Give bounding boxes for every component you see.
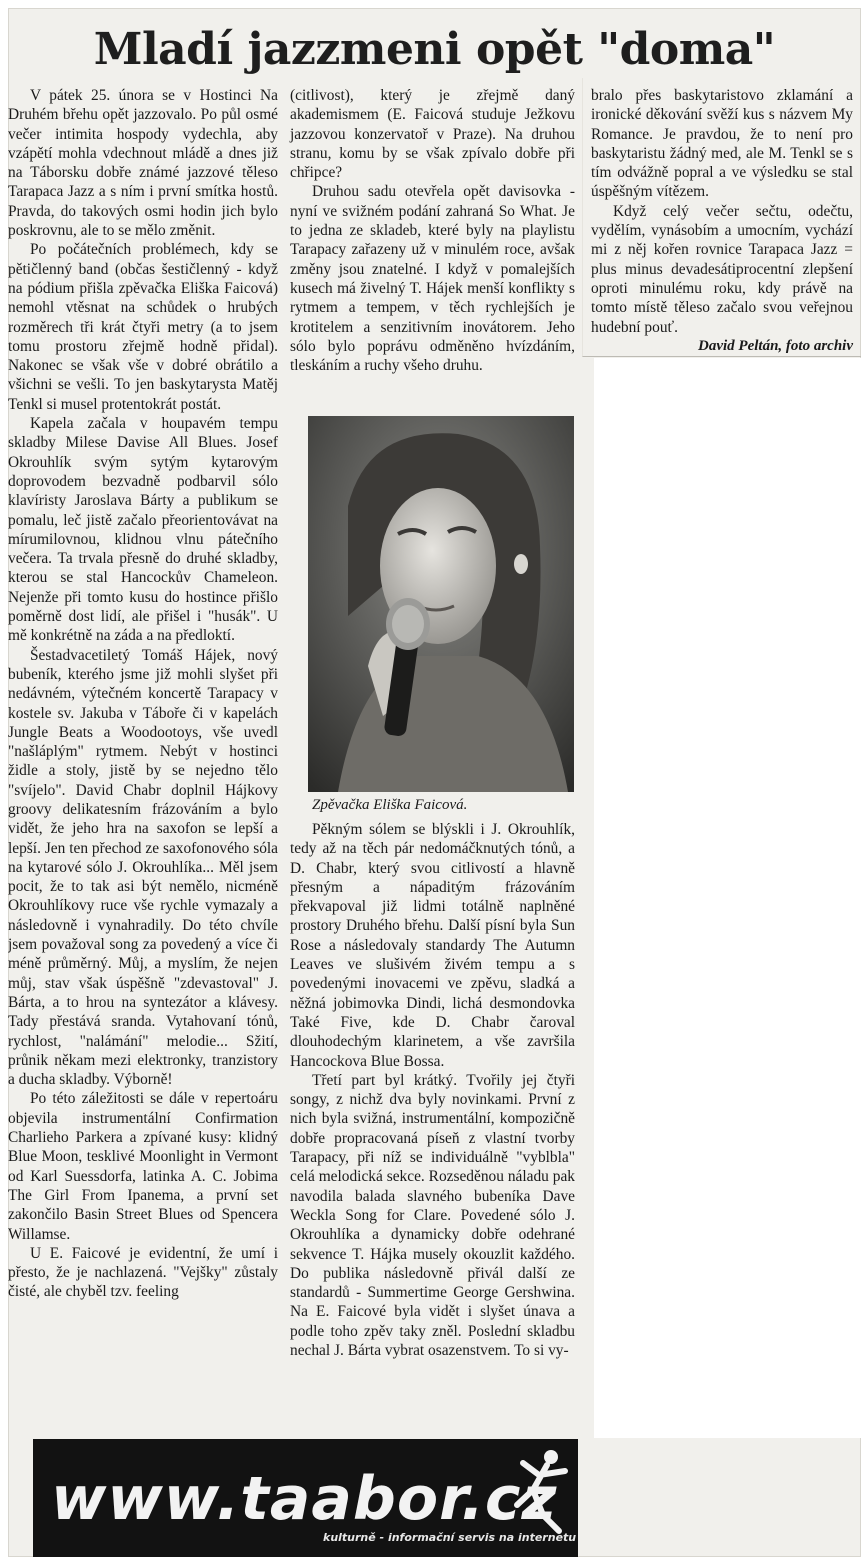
newspaper-clipping — [8, 8, 861, 1557]
paragraph: Po počátečních problémech, kdy se pětičlenný band (občas šestičlenný - když na pódium přišla zpěvačka Eliška Faicová) nemohl vtěsnat na schůdek o hrubých rozměrech tři krát čtyři metry (a to jsem tomu prostoru zřejmě hodně přidal). Nakonec se však vše v dobré obrátilo a všichni se vešli. To jen baskytarysta Matěj Tenkl si musel protentokrát postát. — [8, 241, 278, 413]
paragraph: Po této záležitosti se dále v repertoáru objevila instrumentální Confirmation Charlieho Parkera a zpívané kusy: klidný Blue Moon, tesklivé Moonlight in Vermont od Karl Suessdorfa, latinka A. C. Jobima The Girl From Ipanema, a první set zakončilo Basin Street Blues od Spencera Willamse. — [8, 1090, 278, 1243]
singer-photo-image — [308, 416, 574, 792]
singer-photo — [308, 416, 574, 792]
column-2-lower — [290, 820, 575, 1360]
column-3 — [582, 78, 861, 357]
paragraph: Kapela začala v houpavém tempu skladby Milese Davise All Blues. Josef Okrouhlík svým sytým kytarovým doprovodem bezvadně podbarvil sólo klavíristy Jaroslava Bárty a publikum se pomalu, leč jistě začalo přeorientovávat na mírumilovnou, klidnou vlnu pátečního večera. Ta trvala přesně do druhé skladby, kterou se stal Hancockův Chameleon. Nejenže při tomto kusu do hostince přišlo poměrně dost lidí, ale přišel i "husák". U mě konkrétně na záda a na předloktí. — [8, 415, 278, 645]
paragraph: V pátek 25. února se v Hostinci Na Druhém břehu opět jazzovalo. Po půl osmé večer intimita hospody vydechla, aby vzápětí mohla vdechnout mládě a dnes již na Táborsku dobře známé jazzové těleso Tarapaca Jazz a s ním i první smítka hostů. Pravda, do takových osmi hodin jich bylo poskrovnu, ale to se mělo změnit. — [8, 87, 278, 240]
paragraph: Když celý večer sečtu, odečtu, vydělím, vynásobím a umocním, vychází mi z něj kořen rovnice Tarapaca Jazz = plus minus devadesátiprocentní zlepšení oproti minulému roku, kdy právě na tomto místě těleso začalo svou veřejnou hudební pouť. — [591, 202, 853, 336]
paragraph: Šestadvacetiletý Tomáš Hájek, nový bubeník, kterého jsme již mohli slyšet při nedávném, výtečném koncertě Tarapacy v kostele sv. Jakuba v Táboře či v kapelách Jungle Beats a Woodootoys, vše uvedl "našláplým" rytmem. Nebýt v hostinci židle a stoly, jistě by se nejedno tělo "svíjelo". David Chabr doplnil Hájkovy groovy delikatesním frázováním a bylo vidět, že jeho hra na saxofon se lepší a lepší. Jen ten přechod ze saxofonového sóla na kytarové sólo J. Okrouhlíka... Měl jsem pocit, že to tak asi být nemělo, nicméně Okrouhlíkovy ruce vše rychle vymazaly a následovně i vynahradily. Do této chvíle jsem považoval song za povedený a více či méně průměrný. Můj, a myslím, že nejen můj, stav však úspěšně "zdevastoval" J. Bárta, a to hrou na syntezátor a klávesy. Tady přestává sranda. Vytahovaní tónů, rychlost, "nalámání" melodie... Sžití, průnik někam mezi elektronky, tranzistory a ducha skladby. Výborně! — [8, 646, 278, 1089]
advert-tagline: kulturně - informační servis na internetu — [323, 1531, 577, 1544]
blank-paper-area — [594, 358, 861, 1438]
paragraph: U E. Faicové je evidentní, že umí i přesto, že je nachlazená. "Vejšky" zůstaly čisté, ale chyběl tzv. feeling — [8, 1244, 278, 1301]
byline: David Peltán, foto archiv — [698, 337, 853, 354]
paragraph: Druhou sadu otevřela opět davisovka - nyní ve svižném podání zahraná So What. Je to jedna ze skladeb, které byly na playlistu Tarapacy zařazeny už v minulém roce, avšak změny jsou znatelné. I když v pomalejších kusech má živelný T. Hájek menší konflikty s rytmem a tempem, v těch rychlejších je krotitelem a senzitivním inovátorem. Jeho sólo bylo poprávu odměněno hvízdáním, tleskáním a ruchy všeho druhu. — [290, 183, 575, 375]
photo-caption: Zpěvačka Eliška Faicová. — [312, 797, 468, 813]
paragraph: Třetí part byl krátký. Tvořily jej čtyři songy, z nichž dva byly novinkami. První z nich byla svižná, instrumentální, kompozičně dobře propracovaná píseň z vlastní tvorby Tarapacy, při níž se individuálně "vyblbla" celá melodická sekce. Rozseděnou náladu pak navodila balada slavného bubeníka Dave Weckla Song for Clare. Povedené sólo J. Okrouhlíka a dynamicky dobře odehrané sekvence T. Hájka musely okouzlit každého. Do publika následovně přivál další ze standardů - Summertime George Gershwina. Na E. Faicové byla vidět i slyšet únava a podle toho zpěv taky zněl. Poslední skladbu nechal J. Bárta vybrat osazenstvem. To si vy- — [290, 1071, 575, 1360]
taabor-advert-banner — [33, 1439, 578, 1557]
dancer-figure-icon — [503, 1445, 573, 1535]
paragraph: Pěkným sólem se blýskli i J. Okrouhlík, tedy až na těch pár nedomáčknutých tónů, a D. Chabr, který svou citlivostí a hlavně přesným a nápaditým frázováním překvapoval již lidmi totálně naplněné prostory Druhého břehu. Další písní byla Sun Rose a následovaly standardy The Autumn Leaves ve slušivém živém tempu a s povedenými inovacemi ve zpěvu, sladká a něžná jobimovka Dindi, lichá desmondovka Také Five, kde D. Chabr čaroval dlouhodechým klarinetem, a vše završila Hancockova Blue Bossa. — [290, 821, 575, 1070]
paragraph: (citlivost), který je zřejmě daný akademismem (E. Faicová studuje Ježkovu jazzovou konzervatoř v Praze). Na druhou stranu, komu by se však zpívalo dobře při chřipce? — [290, 87, 575, 182]
headline: Mladí jazzmeni opět "doma" — [93, 24, 776, 75]
paragraph: bralo přes baskytaristovo zklamání a ironické děkování svěží kus s názvem My Romance. Je pravdou, že to není pro baskytaristu žádný med, ale M. Tenkl se s tím odvážně popral a ve výsledku se stal úspěšným vítězem. — [591, 87, 853, 201]
column-1 — [8, 86, 278, 1302]
advert-url: www.taabor.cz — [51, 1464, 558, 1534]
